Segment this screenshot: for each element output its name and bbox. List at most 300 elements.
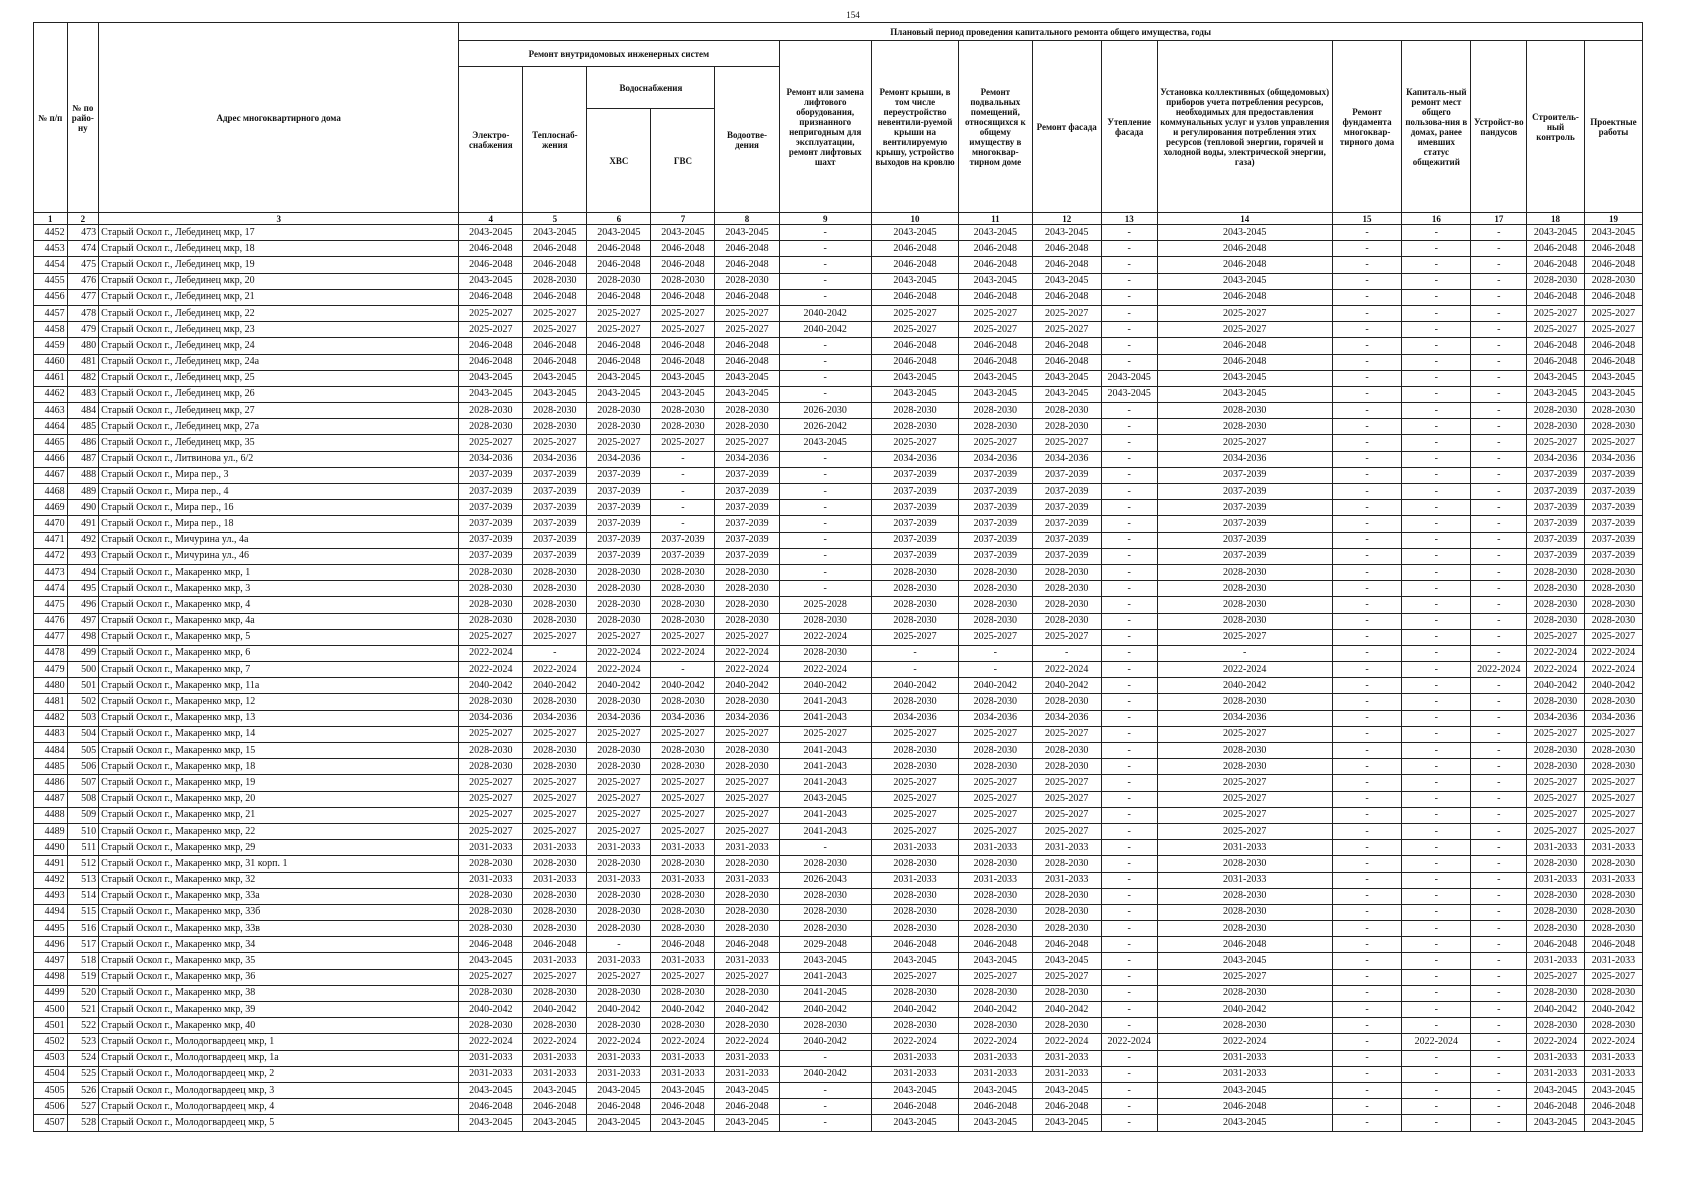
- year-cell: 2022-2024: [587, 662, 651, 678]
- year-cell: 2028-2030: [1584, 985, 1642, 1001]
- year-cell: 2025-2027: [715, 807, 779, 823]
- year-cell: -: [1471, 904, 1527, 920]
- year-cell: 2046-2048: [523, 937, 587, 953]
- table-row: [34, 888, 1643, 904]
- year-cell: -: [1471, 403, 1527, 419]
- address-cell: Старый Оскол г., Макаренко мкр, 11а: [99, 678, 459, 694]
- year-cell: -: [1402, 904, 1471, 920]
- year-cell: 2022-2024: [1101, 1034, 1157, 1050]
- address-cell: Старый Оскол г., Макаренко мкр, 5: [99, 629, 459, 645]
- year-cell: -: [1101, 662, 1157, 678]
- year-cell: -: [1402, 823, 1471, 839]
- row-number: 4495: [34, 921, 68, 937]
- year-cell: 2046-2048: [715, 1099, 779, 1115]
- year-cell: 2028-2030: [959, 597, 1033, 613]
- table-row: [34, 257, 1643, 273]
- year-cell: -: [1471, 451, 1527, 467]
- year-cell: 2028-2030: [1584, 581, 1642, 597]
- year-cell: 2028-2030: [1527, 743, 1585, 759]
- header-period: Плановый период проведения капитального ремонта общего имущества, годы: [459, 23, 1643, 41]
- year-cell: -: [1332, 257, 1401, 273]
- year-cell: -: [779, 354, 871, 370]
- year-cell: 2025-2028: [779, 597, 871, 613]
- year-cell: 2043-2045: [779, 953, 871, 969]
- address-cell: Старый Оскол г., Лебединец мкр, 20: [99, 273, 459, 289]
- table-row: [34, 532, 1643, 548]
- year-cell: -: [1332, 1066, 1401, 1082]
- year-cell: -: [1402, 403, 1471, 419]
- year-cell: 2037-2039: [1032, 484, 1101, 500]
- year-cell: -: [1332, 241, 1401, 257]
- year-cell: 2046-2048: [587, 257, 651, 273]
- year-cell: 2025-2027: [587, 775, 651, 791]
- year-cell: 2025-2027: [459, 775, 523, 791]
- row-number: 4481: [34, 694, 68, 710]
- year-cell: -: [959, 645, 1033, 661]
- year-cell: -: [1332, 888, 1401, 904]
- district-number: 478: [67, 305, 99, 321]
- year-cell: 2025-2027: [523, 726, 587, 742]
- year-cell: 2025-2027: [1157, 791, 1332, 807]
- year-cell: -: [1471, 1002, 1527, 1018]
- year-cell: 2037-2039: [587, 548, 651, 564]
- year-cell: 2028-2030: [587, 419, 651, 435]
- year-cell: 2028-2030: [587, 273, 651, 289]
- year-cell: 2034-2036: [959, 451, 1033, 467]
- row-number: 4456: [34, 289, 68, 305]
- year-cell: 2028-2030: [959, 1018, 1033, 1034]
- year-cell: 2043-2045: [1584, 1115, 1642, 1131]
- district-number: 476: [67, 273, 99, 289]
- year-cell: -: [1101, 613, 1157, 629]
- year-cell: 2034-2036: [1157, 710, 1332, 726]
- table-row: [34, 241, 1643, 257]
- table-row: [34, 613, 1643, 629]
- district-number: 480: [67, 338, 99, 354]
- year-cell: 2031-2033: [651, 1066, 715, 1082]
- year-cell: 2028-2030: [459, 694, 523, 710]
- year-cell: -: [1032, 645, 1101, 661]
- year-cell: 2025-2027: [779, 726, 871, 742]
- year-cell: 2025-2027: [1032, 969, 1101, 985]
- year-cell: -: [779, 370, 871, 386]
- year-cell: -: [1471, 694, 1527, 710]
- year-cell: 2028-2030: [1157, 597, 1332, 613]
- year-cell: -: [1101, 710, 1157, 726]
- year-cell: 2028-2030: [1584, 597, 1642, 613]
- year-cell: 2046-2048: [651, 241, 715, 257]
- year-cell: 2028-2030: [1032, 856, 1101, 872]
- year-cell: 2022-2024: [1032, 662, 1101, 678]
- year-cell: -: [1101, 516, 1157, 532]
- year-cell: 2028-2030: [1157, 985, 1332, 1001]
- year-cell: 2028-2030: [523, 403, 587, 419]
- header-meters: Установка коллективных (общедомовых) приборов учета потребления ресурсов, необходимых для предоставления коммунальных услуг и узлов управления и регулирования потребления этих ресурсов (тепловой энергии, горячей и холодной воды, электрической энергии, газа): [1157, 41, 1332, 213]
- year-cell: 2028-2030: [871, 888, 958, 904]
- year-cell: -: [1402, 726, 1471, 742]
- year-cell: 2046-2048: [651, 338, 715, 354]
- year-cell: 2037-2039: [1032, 532, 1101, 548]
- year-cell: -: [1332, 807, 1401, 823]
- column-number-row: [34, 213, 1643, 225]
- address-cell: Старый Оскол г., Лебединец мкр, 22: [99, 305, 459, 321]
- row-number: 4488: [34, 807, 68, 823]
- year-cell: 2025-2027: [459, 305, 523, 321]
- district-number: 510: [67, 823, 99, 839]
- row-number: 4465: [34, 435, 68, 451]
- year-cell: 2034-2036: [587, 710, 651, 726]
- year-cell: 2037-2039: [715, 516, 779, 532]
- year-cell: 2031-2033: [1157, 1066, 1332, 1082]
- year-cell: 2025-2027: [587, 969, 651, 985]
- year-cell: -: [1471, 969, 1527, 985]
- year-cell: 2043-2045: [523, 1082, 587, 1098]
- year-cell: 2041-2043: [779, 823, 871, 839]
- year-cell: 2043-2045: [651, 225, 715, 241]
- year-cell: 2028-2030: [523, 985, 587, 1001]
- year-cell: -: [1332, 484, 1401, 500]
- year-cell: 2028-2030: [1527, 759, 1585, 775]
- row-number: 4478: [34, 645, 68, 661]
- header-ramps: Устройст-во пандусов: [1471, 41, 1527, 213]
- year-cell: 2034-2036: [959, 710, 1033, 726]
- year-cell: 2028-2030: [459, 743, 523, 759]
- row-number: 4454: [34, 257, 68, 273]
- year-cell: 2031-2033: [1584, 1066, 1642, 1082]
- row-number: 4453: [34, 241, 68, 257]
- page-number: 154: [846, 10, 860, 20]
- year-cell: 2040-2042: [459, 678, 523, 694]
- year-cell: -: [1471, 726, 1527, 742]
- year-cell: -: [651, 484, 715, 500]
- year-cell: -: [1332, 726, 1401, 742]
- row-number: 4482: [34, 710, 68, 726]
- year-cell: 2028-2030: [651, 743, 715, 759]
- year-cell: 2034-2036: [523, 451, 587, 467]
- year-cell: 2046-2048: [459, 1099, 523, 1115]
- row-number: 4476: [34, 613, 68, 629]
- column-number: 3: [99, 213, 459, 225]
- year-cell: 2028-2030: [587, 856, 651, 872]
- year-cell: 2046-2048: [1584, 1099, 1642, 1115]
- address-cell: Старый Оскол г., Молодогвардеец мкр, 2: [99, 1066, 459, 1082]
- year-cell: 2028-2030: [871, 694, 958, 710]
- year-cell: -: [1101, 419, 1157, 435]
- year-cell: 2031-2033: [523, 840, 587, 856]
- year-cell: 2031-2033: [459, 840, 523, 856]
- year-cell: 2028-2030: [1157, 613, 1332, 629]
- year-cell: 2028-2030: [871, 856, 958, 872]
- year-cell: 2046-2048: [1157, 1099, 1332, 1115]
- row-number: 4462: [34, 386, 68, 402]
- year-cell: 2025-2027: [1527, 791, 1585, 807]
- year-cell: -: [779, 500, 871, 516]
- year-cell: -: [1101, 338, 1157, 354]
- year-cell: 2040-2042: [1032, 678, 1101, 694]
- year-cell: 2043-2045: [871, 273, 958, 289]
- year-cell: -: [1402, 516, 1471, 532]
- year-cell: -: [1402, 985, 1471, 1001]
- year-cell: 2046-2048: [1527, 338, 1585, 354]
- year-cell: 2025-2027: [459, 969, 523, 985]
- year-cell: 2025-2027: [871, 435, 958, 451]
- year-cell: 2031-2033: [651, 872, 715, 888]
- address-cell: Старый Оскол г., Лебединец мкр, 24а: [99, 354, 459, 370]
- district-number: 509: [67, 807, 99, 823]
- table-row: [34, 500, 1643, 516]
- year-cell: 2031-2033: [1584, 1050, 1642, 1066]
- table-row: [34, 694, 1643, 710]
- year-cell: -: [1402, 322, 1471, 338]
- column-number: 10: [871, 213, 958, 225]
- year-cell: 2025-2027: [523, 807, 587, 823]
- year-cell: -: [1101, 1115, 1157, 1131]
- column-number: 17: [1471, 213, 1527, 225]
- year-cell: 2037-2039: [523, 484, 587, 500]
- table-row: [34, 597, 1643, 613]
- year-cell: -: [1101, 791, 1157, 807]
- table-row: [34, 1082, 1643, 1098]
- year-cell: 2022-2024: [587, 1034, 651, 1050]
- year-cell: 2043-2045: [587, 225, 651, 241]
- year-cell: 2028-2030: [959, 759, 1033, 775]
- year-cell: -: [779, 1099, 871, 1115]
- district-number: 491: [67, 516, 99, 532]
- year-cell: 2041-2043: [779, 743, 871, 759]
- year-cell: 2040-2042: [1157, 1002, 1332, 1018]
- year-cell: 2046-2048: [587, 338, 651, 354]
- year-cell: 2034-2036: [1584, 710, 1642, 726]
- column-number: 9: [779, 213, 871, 225]
- year-cell: 2026-2042: [779, 419, 871, 435]
- year-cell: 2028-2030: [959, 985, 1033, 1001]
- year-cell: 2025-2027: [959, 791, 1033, 807]
- row-number: 4494: [34, 904, 68, 920]
- year-cell: 2046-2048: [587, 289, 651, 305]
- year-cell: 2031-2033: [587, 1066, 651, 1082]
- year-cell: 2028-2030: [715, 564, 779, 580]
- year-cell: 2037-2039: [1584, 548, 1642, 564]
- year-cell: 2046-2048: [1032, 338, 1101, 354]
- year-cell: -: [1101, 322, 1157, 338]
- year-cell: 2028-2030: [523, 904, 587, 920]
- district-number: 473: [67, 225, 99, 241]
- year-cell: -: [779, 257, 871, 273]
- table-row: [34, 581, 1643, 597]
- year-cell: -: [1402, 840, 1471, 856]
- year-cell: 2031-2033: [959, 1050, 1033, 1066]
- year-cell: 2028-2030: [715, 694, 779, 710]
- district-number: 523: [67, 1034, 99, 1050]
- year-cell: 2031-2033: [871, 1066, 958, 1082]
- table-row: [34, 823, 1643, 839]
- year-cell: -: [1471, 823, 1527, 839]
- year-cell: 2025-2027: [587, 807, 651, 823]
- address-cell: Старый Оскол г., Макаренко мкр, 33в: [99, 921, 459, 937]
- year-cell: 2025-2027: [587, 435, 651, 451]
- year-cell: -: [1101, 500, 1157, 516]
- year-cell: -: [1332, 516, 1401, 532]
- year-cell: 2028-2030: [459, 419, 523, 435]
- year-cell: 2031-2033: [587, 953, 651, 969]
- year-cell: 2037-2039: [871, 500, 958, 516]
- year-cell: 2031-2033: [959, 840, 1033, 856]
- district-number: 494: [67, 564, 99, 580]
- year-cell: 2037-2039: [1584, 516, 1642, 532]
- year-cell: 2025-2027: [1032, 322, 1101, 338]
- year-cell: 2025-2027: [651, 726, 715, 742]
- year-cell: 2028-2030: [715, 856, 779, 872]
- row-number: 4489: [34, 823, 68, 839]
- year-cell: 2031-2033: [715, 1050, 779, 1066]
- district-number: 505: [67, 743, 99, 759]
- district-number: 492: [67, 532, 99, 548]
- district-number: 498: [67, 629, 99, 645]
- year-cell: 2031-2033: [1584, 840, 1642, 856]
- year-cell: 2025-2027: [459, 823, 523, 839]
- row-number: 4505: [34, 1082, 68, 1098]
- year-cell: 2028-2030: [715, 921, 779, 937]
- year-cell: 2043-2045: [459, 370, 523, 386]
- year-cell: -: [1101, 225, 1157, 241]
- year-cell: -: [1471, 629, 1527, 645]
- year-cell: 2028-2030: [587, 613, 651, 629]
- year-cell: 2034-2036: [1157, 451, 1332, 467]
- year-cell: 2028-2030: [959, 403, 1033, 419]
- year-cell: -: [779, 225, 871, 241]
- address-cell: Старый Оскол г., Макаренко мкр, 32: [99, 872, 459, 888]
- year-cell: 2028-2030: [459, 888, 523, 904]
- year-cell: 2043-2045: [715, 225, 779, 241]
- year-cell: 2031-2033: [523, 1066, 587, 1082]
- year-cell: -: [1332, 823, 1401, 839]
- year-cell: 2029-2048: [779, 937, 871, 953]
- year-cell: -: [1471, 1050, 1527, 1066]
- year-cell: 2043-2045: [779, 435, 871, 451]
- address-cell: Старый Оскол г., Макаренко мкр, 21: [99, 807, 459, 823]
- year-cell: -: [1402, 1018, 1471, 1034]
- year-cell: -: [1402, 1002, 1471, 1018]
- year-cell: 2025-2027: [959, 823, 1033, 839]
- year-cell: 2022-2024: [1157, 662, 1332, 678]
- year-cell: 2025-2027: [1157, 305, 1332, 321]
- year-cell: -: [1101, 581, 1157, 597]
- year-cell: 2022-2024: [523, 1034, 587, 1050]
- year-cell: -: [1471, 500, 1527, 516]
- year-cell: 2037-2039: [959, 500, 1033, 516]
- year-cell: 2028-2030: [1032, 759, 1101, 775]
- address-cell: Старый Оскол г., Макаренко мкр, 40: [99, 1018, 459, 1034]
- year-cell: 2028-2030: [1584, 564, 1642, 580]
- year-cell: 2031-2033: [715, 953, 779, 969]
- column-number: 16: [1402, 213, 1471, 225]
- header-address: Адрес многоквартирного дома: [99, 23, 459, 213]
- year-cell: 2046-2048: [1032, 354, 1101, 370]
- year-cell: 2028-2030: [651, 613, 715, 629]
- row-number: 4498: [34, 969, 68, 985]
- year-cell: -: [1402, 953, 1471, 969]
- year-cell: 2022-2024: [523, 662, 587, 678]
- year-cell: 2043-2045: [871, 953, 958, 969]
- year-cell: 2028-2030: [587, 597, 651, 613]
- year-cell: 2025-2027: [1032, 823, 1101, 839]
- year-cell: -: [1101, 1066, 1157, 1082]
- year-cell: 2028-2030: [871, 581, 958, 597]
- table-row: [34, 1066, 1643, 1082]
- table-row: [34, 1050, 1643, 1066]
- year-cell: -: [1332, 921, 1401, 937]
- district-number: 479: [67, 322, 99, 338]
- address-cell: Старый Оскол г., Лебединец мкр, 25: [99, 370, 459, 386]
- year-cell: 2046-2048: [871, 1099, 958, 1115]
- year-cell: 2046-2048: [1157, 289, 1332, 305]
- year-cell: 2037-2039: [587, 532, 651, 548]
- year-cell: 2025-2027: [871, 322, 958, 338]
- district-number: 495: [67, 581, 99, 597]
- year-cell: 2028-2030: [959, 419, 1033, 435]
- address-cell: Старый Оскол г., Мира пер., 3: [99, 467, 459, 483]
- column-number: 13: [1101, 213, 1157, 225]
- row-number: 4499: [34, 985, 68, 1001]
- year-cell: 2028-2030: [1157, 888, 1332, 904]
- year-cell: -: [1471, 354, 1527, 370]
- year-cell: -: [1332, 678, 1401, 694]
- year-cell: 2046-2048: [523, 257, 587, 273]
- year-cell: 2025-2027: [1032, 726, 1101, 742]
- year-cell: -: [1332, 613, 1401, 629]
- year-cell: 2028-2030: [587, 743, 651, 759]
- year-cell: 2025-2027: [651, 969, 715, 985]
- year-cell: 2028-2030: [587, 888, 651, 904]
- year-cell: -: [1101, 759, 1157, 775]
- year-cell: 2025-2027: [459, 629, 523, 645]
- year-cell: 2046-2048: [715, 937, 779, 953]
- year-cell: -: [1402, 435, 1471, 451]
- year-cell: 2028-2030: [1032, 743, 1101, 759]
- year-cell: 2031-2033: [871, 872, 958, 888]
- column-number: 2: [67, 213, 99, 225]
- year-cell: 2043-2045: [587, 386, 651, 402]
- year-cell: 2028-2030: [871, 597, 958, 613]
- year-cell: 2028-2030: [459, 1018, 523, 1034]
- address-cell: Старый Оскол г., Макаренко мкр, 22: [99, 823, 459, 839]
- year-cell: 2028-2030: [459, 564, 523, 580]
- year-cell: -: [779, 516, 871, 532]
- address-cell: Старый Оскол г., Макаренко мкр, 33б: [99, 904, 459, 920]
- year-cell: -: [1402, 484, 1471, 500]
- year-cell: 2034-2036: [523, 710, 587, 726]
- year-cell: 2046-2048: [959, 354, 1033, 370]
- year-cell: 2043-2045: [459, 1082, 523, 1098]
- year-cell: 2028-2030: [1032, 1018, 1101, 1034]
- year-cell: -: [1101, 888, 1157, 904]
- row-number: 4493: [34, 888, 68, 904]
- year-cell: 2043-2045: [1032, 953, 1101, 969]
- year-cell: -: [1101, 775, 1157, 791]
- year-cell: 2046-2048: [1584, 289, 1642, 305]
- district-number: 518: [67, 953, 99, 969]
- year-cell: 2043-2045: [779, 791, 871, 807]
- year-cell: 2046-2048: [651, 937, 715, 953]
- year-cell: 2043-2045: [1527, 225, 1585, 241]
- year-cell: 2037-2039: [1157, 500, 1332, 516]
- year-cell: -: [779, 338, 871, 354]
- year-cell: 2043-2045: [1584, 1082, 1642, 1098]
- year-cell: 2025-2027: [871, 775, 958, 791]
- year-cell: 2025-2027: [587, 791, 651, 807]
- year-cell: 2034-2036: [459, 710, 523, 726]
- year-cell: -: [1101, 1082, 1157, 1098]
